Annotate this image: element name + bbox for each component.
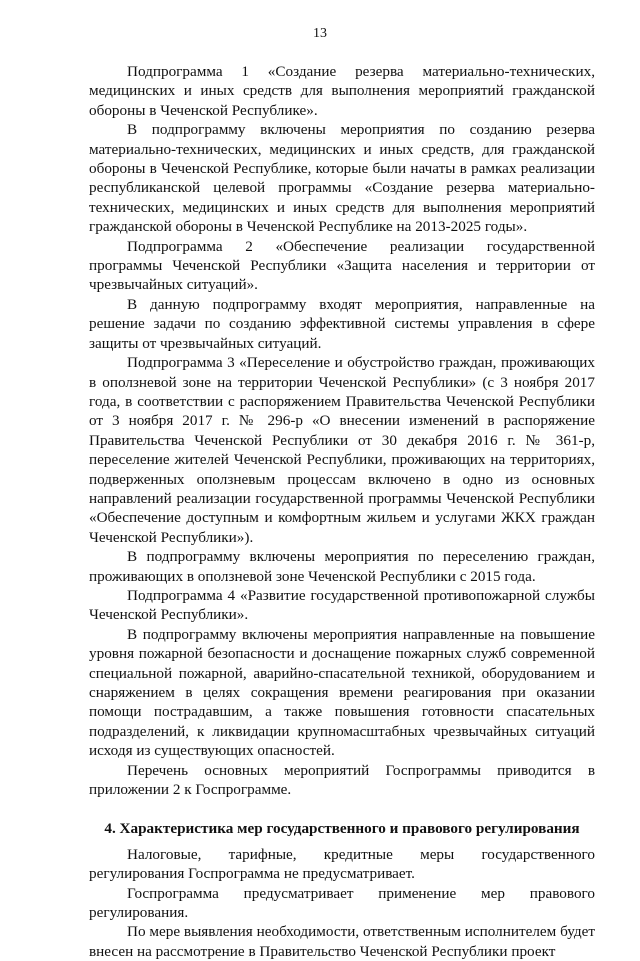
page-number: 13 (313, 26, 327, 41)
paragraph: В подпрограмму включены мероприятия по переселению граждан, проживающих в оползневой зоне Чеченской Республики с 2015 года. (89, 548, 595, 585)
paragraph: В подпрограмму включены мероприятия направленные на повышение уровня пожарной безопасности и доснащение пожарных служб современной специальной пожарной, аварийно-спасательной техникой, оборудованием и снаряжением в целях сокращения времени реагирования при оказании помощи пострадавшим, а также повышения готовности спасательных подразделений, к ликвидации крупномасштабных чрезвычайных ситуаций исходя из существующих опасностей. (89, 625, 595, 760)
paragraph: Подпрограмма 3 «Переселение и обустройство граждан, проживающих в оползневой зоне на территории Чеченской Республики» (с 3 ноября 2017 года, в соответствии с распоряжением Правительства Чеченской Республики от 3 ноября 2017 г. № 296-р «О внесении изменений в распоряжение Правительства Чеченской Республики от 30 декабря 2016 г. № 361-р, переселение жителей Чеченской Республики, проживающих на территориях, подверженных оползневым процессам включено в одно из основных направлений реализации государственной программы Чеченской Республики «Обеспечение доступным и комфортным жильем и услугами ЖКХ граждан Чеченской Республики»). (89, 354, 595, 546)
paragraph: Перечень основных мероприятий Госпрограммы приводится в приложении 2 к Госпрограмме. (89, 761, 595, 799)
paragraph: Госпрограмма предусматривает применение мер правового регулирования. (89, 884, 595, 922)
section-heading: 4. Характеристика мер государственного и правового регулирования (104, 820, 580, 838)
paragraph: В данную подпрограмму входят мероприятия, направленные на решение задачи по созданию эффективной системы управления в сфере защиты от чрезвычайных ситуаций. (89, 295, 595, 352)
paragraph: По мере выявления необходимости, ответственным исполнителем будет внесен на рассмотрение в Правительство Чеченской Республики проект (89, 923, 595, 960)
paragraph: Налоговые, тарифные, кредитные меры государственного регулирования Госпрограмма не предусматривает. (89, 845, 595, 883)
paragraph: Подпрограмма 2 «Обеспечение реализации государственной программы Чеченской Республики «Защита населения и территории от чрезвычайных ситуаций». (89, 237, 595, 294)
document-body (89, 62, 595, 961)
paragraph: Подпрограмма 1 «Создание резерва материально-технических, медицинских и иных средств для выполнения мероприятий гражданской обороны в Чеченской Республике». (89, 63, 595, 119)
paragraph: Подпрограмма 4 «Развитие государственной противопожарной службы Чеченской Республики». (89, 586, 595, 624)
paragraph: В подпрограмму включены мероприятия по созданию резерва материально-технических, медицинских и иных средств, для гражданской обороны в Чеченской Республике, которые были начаты в рамках реализации республиканской целевой программы «Создание резерва материально-технических, медицинских и иных средств для выполнения мероприятий гражданской обороны в Чеченской Республике на 2013-2025 годы». (89, 121, 595, 236)
